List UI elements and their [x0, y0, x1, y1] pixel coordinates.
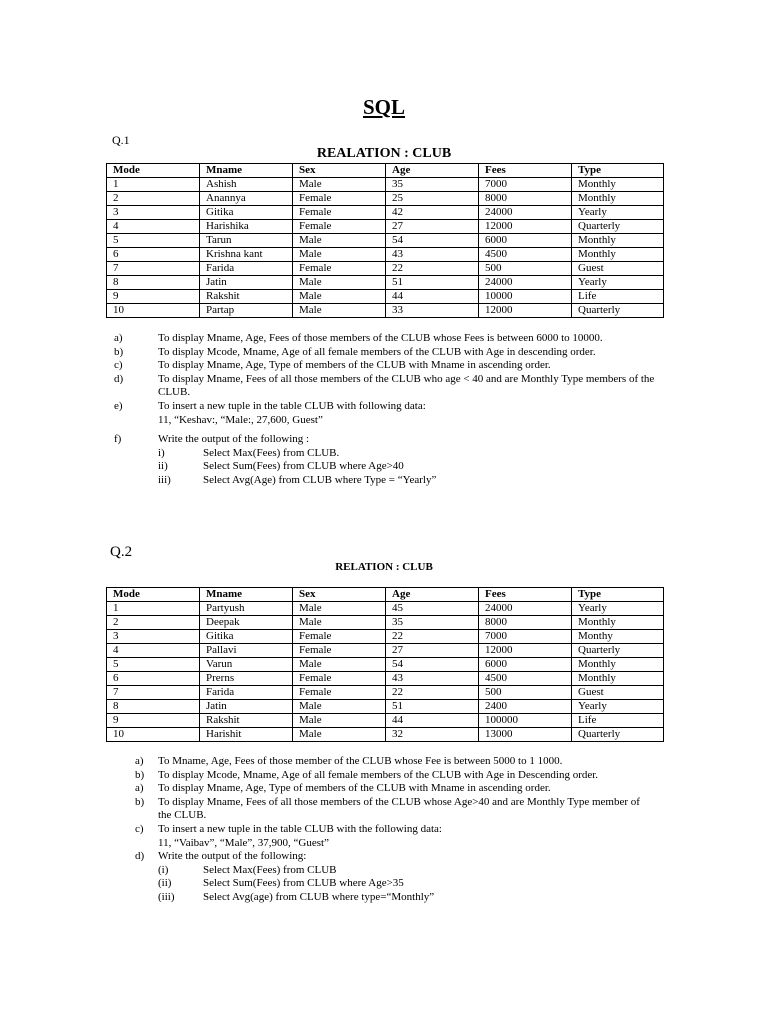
table-row: [107, 602, 664, 616]
column-header: Fees: [479, 588, 572, 602]
table-cell: 6000: [479, 658, 572, 672]
table-cell: Varun: [200, 658, 293, 672]
table-cell: 27: [386, 220, 479, 234]
query-label: (ii): [158, 877, 172, 890]
table-cell: Tarun: [200, 234, 293, 248]
column-header: Mode: [107, 588, 200, 602]
question-text: To display Mcode, Mname, Age of all female members of the CLUB with Age in Descending order.: [158, 768, 599, 781]
table-cell: Yearly: [572, 602, 664, 616]
question-text: To insert a new tuple in the table CLUB with following data:: [158, 399, 426, 412]
q2-questions: [135, 755, 655, 905]
query-text: Select Avg(Age) from CLUB where Type = “Yearly”: [203, 473, 437, 486]
query-label: (iii): [158, 890, 175, 903]
column-header: Sex: [293, 588, 386, 602]
table-cell: Rakshit: [200, 290, 293, 304]
table-cell: Male: [293, 178, 386, 192]
question-label: b): [135, 795, 145, 808]
table-cell: 6000: [479, 234, 572, 248]
question-label: a): [135, 782, 144, 795]
output-query-item: [135, 877, 655, 891]
table-cell: Female: [293, 672, 386, 686]
table-cell: Female: [293, 686, 386, 700]
output-query-item: [114, 474, 662, 488]
question-label: a): [135, 755, 144, 767]
table-cell: 9: [107, 714, 200, 728]
table-row: [107, 178, 664, 192]
table-row: [107, 234, 664, 248]
question-text: To display Mname, Age, Fees of those members of the CLUB whose Fees is between 6000 to 10000.: [158, 332, 603, 344]
table-cell: Monthly: [572, 234, 664, 248]
table-cell: 12000: [479, 220, 572, 234]
question-data-line: 11, “Keshav:, “Male:, 27,600, Guest”: [158, 413, 323, 426]
table-cell: 24000: [479, 276, 572, 290]
column-header: Type: [572, 588, 664, 602]
table-cell: Male: [293, 616, 386, 630]
question-text: To display Mname, Age, Type of members of the CLUB with Mname in ascending order.: [158, 782, 551, 795]
table-cell: Farida: [200, 262, 293, 276]
output-query-item: [135, 891, 655, 905]
question-text-block: [158, 359, 662, 373]
table-cell: 3: [107, 206, 200, 220]
table-cell: Female: [293, 220, 386, 234]
table-cell: 4500: [479, 672, 572, 686]
table-row: [107, 658, 664, 672]
table-cell: Jatin: [200, 700, 293, 714]
column-header: Age: [386, 588, 479, 602]
output-query-item: [135, 864, 655, 878]
table-cell: 10000: [479, 290, 572, 304]
table-cell: 22: [386, 262, 479, 276]
table-cell: Male: [293, 602, 386, 616]
column-header: Mode: [107, 164, 200, 178]
question-item: [114, 359, 662, 373]
table-cell: Gitika: [200, 630, 293, 644]
table-cell: 24000: [479, 206, 572, 220]
table-cell: Pallavi: [200, 644, 293, 658]
table-cell: Jatin: [200, 276, 293, 290]
column-header: Age: [386, 164, 479, 178]
table-cell: Prerns: [200, 672, 293, 686]
table-cell: 8: [107, 700, 200, 714]
query-label: ii): [158, 460, 168, 473]
query-text: Select Sum(Fees) from CLUB where Age>35: [203, 877, 404, 890]
table-row: [107, 248, 664, 262]
question-text-block: [158, 823, 655, 850]
question-item: [114, 433, 662, 447]
question-text: To display Mname, Fees of all those members of the CLUB who age < 40 and are Monthly Type members of the CLUB.: [158, 372, 655, 399]
table-row: [107, 644, 664, 658]
question-text-block: [158, 400, 662, 427]
table-row: [107, 630, 664, 644]
table-cell: 5: [107, 658, 200, 672]
output-query-item: [114, 447, 662, 461]
table-cell: 10: [107, 728, 200, 742]
question-item: [135, 823, 655, 850]
question-text-block: [158, 373, 662, 400]
table-cell: 2400: [479, 700, 572, 714]
question-label: b): [135, 768, 145, 781]
question-label: e): [114, 399, 123, 412]
table-cell: 22: [386, 630, 479, 644]
table-cell: Monthy: [572, 630, 664, 644]
table-cell: Life: [572, 290, 664, 304]
q1-club-table: [106, 163, 664, 318]
table-cell: Male: [293, 234, 386, 248]
table-cell: 100000: [479, 714, 572, 728]
question-item: [135, 796, 655, 823]
table-cell: 7: [107, 262, 200, 276]
query-label: (i): [158, 863, 169, 876]
query-label: i): [158, 446, 165, 459]
table-cell: 6: [107, 248, 200, 262]
table-cell: Ashish: [200, 178, 293, 192]
question-label: f): [114, 433, 122, 446]
question-item: [114, 400, 662, 427]
question-text: Write the output of the following:: [158, 850, 307, 863]
table-row: [107, 304, 664, 318]
table-cell: Guest: [572, 686, 664, 700]
table-cell: 500: [479, 686, 572, 700]
question-data-line: 11, “Vaibav”, “Male”, 37,900, “Guest”: [158, 836, 329, 849]
table-cell: 4: [107, 220, 200, 234]
question-text-block: [158, 769, 655, 783]
table-row: [107, 700, 664, 714]
table-cell: Krishna kant: [200, 248, 293, 262]
question-text: To Mname, Age, Fees of those member of the CLUB whose Fee is between 5000 to 1 1000.: [158, 755, 563, 767]
table-cell: Female: [293, 630, 386, 644]
question-text-block: [158, 332, 662, 346]
table-cell: Female: [293, 192, 386, 206]
table-cell: Monthly: [572, 192, 664, 206]
question-label: c): [114, 359, 123, 372]
table-cell: Quarterly: [572, 644, 664, 658]
table-cell: 6: [107, 672, 200, 686]
table-cell: Monthly: [572, 178, 664, 192]
table-cell: 51: [386, 700, 479, 714]
q2-caption: RELATION : CLUB: [335, 561, 433, 573]
table-cell: 13000: [479, 728, 572, 742]
table-cell: 51: [386, 276, 479, 290]
table-header-row: [107, 588, 664, 602]
table-cell: Deepak: [200, 616, 293, 630]
table-cell: Male: [293, 304, 386, 318]
table-cell: 22: [386, 686, 479, 700]
question-text: To display Mcode, Mname, Age of all female members of the CLUB with Age in descending order.: [158, 345, 596, 358]
column-header: Sex: [293, 164, 386, 178]
table-cell: Female: [293, 262, 386, 276]
table-cell: Life: [572, 714, 664, 728]
question-item: [114, 373, 662, 400]
table-cell: Harishika: [200, 220, 293, 234]
table-cell: 8000: [479, 616, 572, 630]
table-row: [107, 262, 664, 276]
query-text: Select Sum(Fees) from CLUB where Age>40: [203, 460, 404, 473]
table-cell: Gitika: [200, 206, 293, 220]
table-cell: Male: [293, 714, 386, 728]
table-cell: 24000: [479, 602, 572, 616]
question-text-block: [158, 433, 662, 447]
table-cell: 25: [386, 192, 479, 206]
table-cell: 33: [386, 304, 479, 318]
table-cell: Partyush: [200, 602, 293, 616]
table-cell: Female: [293, 206, 386, 220]
table-cell: 7: [107, 686, 200, 700]
table-cell: 2: [107, 192, 200, 206]
table-cell: 5: [107, 234, 200, 248]
table-cell: Partap: [200, 304, 293, 318]
table-row: [107, 192, 664, 206]
table-cell: Anannya: [200, 192, 293, 206]
table-cell: 35: [386, 178, 479, 192]
table-cell: 44: [386, 290, 479, 304]
table-cell: 1: [107, 602, 200, 616]
table-cell: 54: [386, 234, 479, 248]
question-text: To insert a new tuple in the table CLUB with the following data:: [158, 822, 442, 835]
table-cell: Yearly: [572, 276, 664, 290]
table-cell: 44: [386, 714, 479, 728]
table-cell: 54: [386, 658, 479, 672]
table-cell: Male: [293, 248, 386, 262]
table-cell: 4: [107, 644, 200, 658]
table-cell: Yearly: [572, 700, 664, 714]
table-cell: 9: [107, 290, 200, 304]
table-cell: Quarterly: [572, 304, 664, 318]
table-row: [107, 728, 664, 742]
q1-caption: REALATION : CLUB: [316, 146, 452, 161]
table-cell: 42: [386, 206, 479, 220]
table-cell: Male: [293, 700, 386, 714]
table-cell: 4500: [479, 248, 572, 262]
question-label: a): [114, 332, 123, 344]
column-header: Mname: [200, 164, 293, 178]
table-row: [107, 672, 664, 686]
table-cell: 1: [107, 178, 200, 192]
table-cell: Male: [293, 728, 386, 742]
table-cell: Female: [293, 644, 386, 658]
question-text: To display Mname, Fees of all those members of the CLUB whose Age>40 and are Monthly Type member of the CLUB.: [158, 795, 640, 822]
q2-club-table: [106, 587, 664, 742]
table-row: [107, 686, 664, 700]
question-item: [135, 755, 655, 769]
question-item: [135, 769, 655, 783]
question-label: d): [135, 850, 145, 863]
query-text: Select Max(Fees) from CLUB.: [203, 446, 340, 459]
table-row: [107, 276, 664, 290]
table-row: [107, 220, 664, 234]
table-cell: 500: [479, 262, 572, 276]
table-cell: Yearly: [572, 206, 664, 220]
question-text-block: [158, 346, 662, 360]
q2-label: Q.2: [110, 544, 133, 560]
table-cell: 2: [107, 616, 200, 630]
question-text: Write the output of the following :: [158, 433, 310, 446]
question-item: [114, 346, 662, 360]
query-text: Select Avg(age) from CLUB where type=“Monthly”: [203, 890, 435, 903]
table-cell: Rakshit: [200, 714, 293, 728]
table-cell: 35: [386, 616, 479, 630]
table-cell: 7000: [479, 178, 572, 192]
question-text-block: [158, 782, 655, 796]
question-text-block: [158, 755, 655, 769]
table-cell: Male: [293, 276, 386, 290]
question-label: d): [114, 372, 124, 385]
table-cell: 43: [386, 248, 479, 262]
question-text: To display Mname, Age, Type of members of the CLUB with Mname in ascending order.: [158, 359, 551, 372]
table-row: [107, 714, 664, 728]
table-cell: Farida: [200, 686, 293, 700]
q1-label: Q.1: [112, 133, 130, 147]
table-cell: Quarterly: [572, 220, 664, 234]
table-header-row: [107, 164, 664, 178]
table-cell: Monthly: [572, 672, 664, 686]
table-cell: 8000: [479, 192, 572, 206]
table-cell: 3: [107, 630, 200, 644]
table-row: [107, 206, 664, 220]
question-item: [135, 850, 655, 864]
question-label: c): [135, 822, 144, 835]
table-cell: 43: [386, 672, 479, 686]
table-row: [107, 616, 664, 630]
table-cell: 45: [386, 602, 479, 616]
column-header: Fees: [479, 164, 572, 178]
page-title: SQL: [362, 95, 406, 119]
table-cell: 7000: [479, 630, 572, 644]
query-label: iii): [158, 473, 171, 486]
question-text-block: [158, 796, 655, 823]
table-cell: Monthly: [572, 616, 664, 630]
column-header: Type: [572, 164, 664, 178]
table-cell: Guest: [572, 262, 664, 276]
table-cell: 8: [107, 276, 200, 290]
table-cell: Quarterly: [572, 728, 664, 742]
table-cell: 10: [107, 304, 200, 318]
table-cell: 27: [386, 644, 479, 658]
question-item: [114, 332, 662, 346]
table-cell: Male: [293, 290, 386, 304]
table-row: [107, 290, 664, 304]
table-cell: 12000: [479, 644, 572, 658]
output-query-item: [114, 460, 662, 474]
table-cell: 12000: [479, 304, 572, 318]
question-label: b): [114, 345, 124, 358]
table-cell: Male: [293, 658, 386, 672]
table-cell: Harishit: [200, 728, 293, 742]
query-text: Select Max(Fees) from CLUB: [203, 863, 337, 876]
table-cell: Monthly: [572, 658, 664, 672]
question-item: [135, 782, 655, 796]
q1-questions: [114, 332, 662, 488]
column-header: Mname: [200, 588, 293, 602]
table-cell: 32: [386, 728, 479, 742]
table-cell: Monthly: [572, 248, 664, 262]
question-text-block: [158, 850, 655, 864]
